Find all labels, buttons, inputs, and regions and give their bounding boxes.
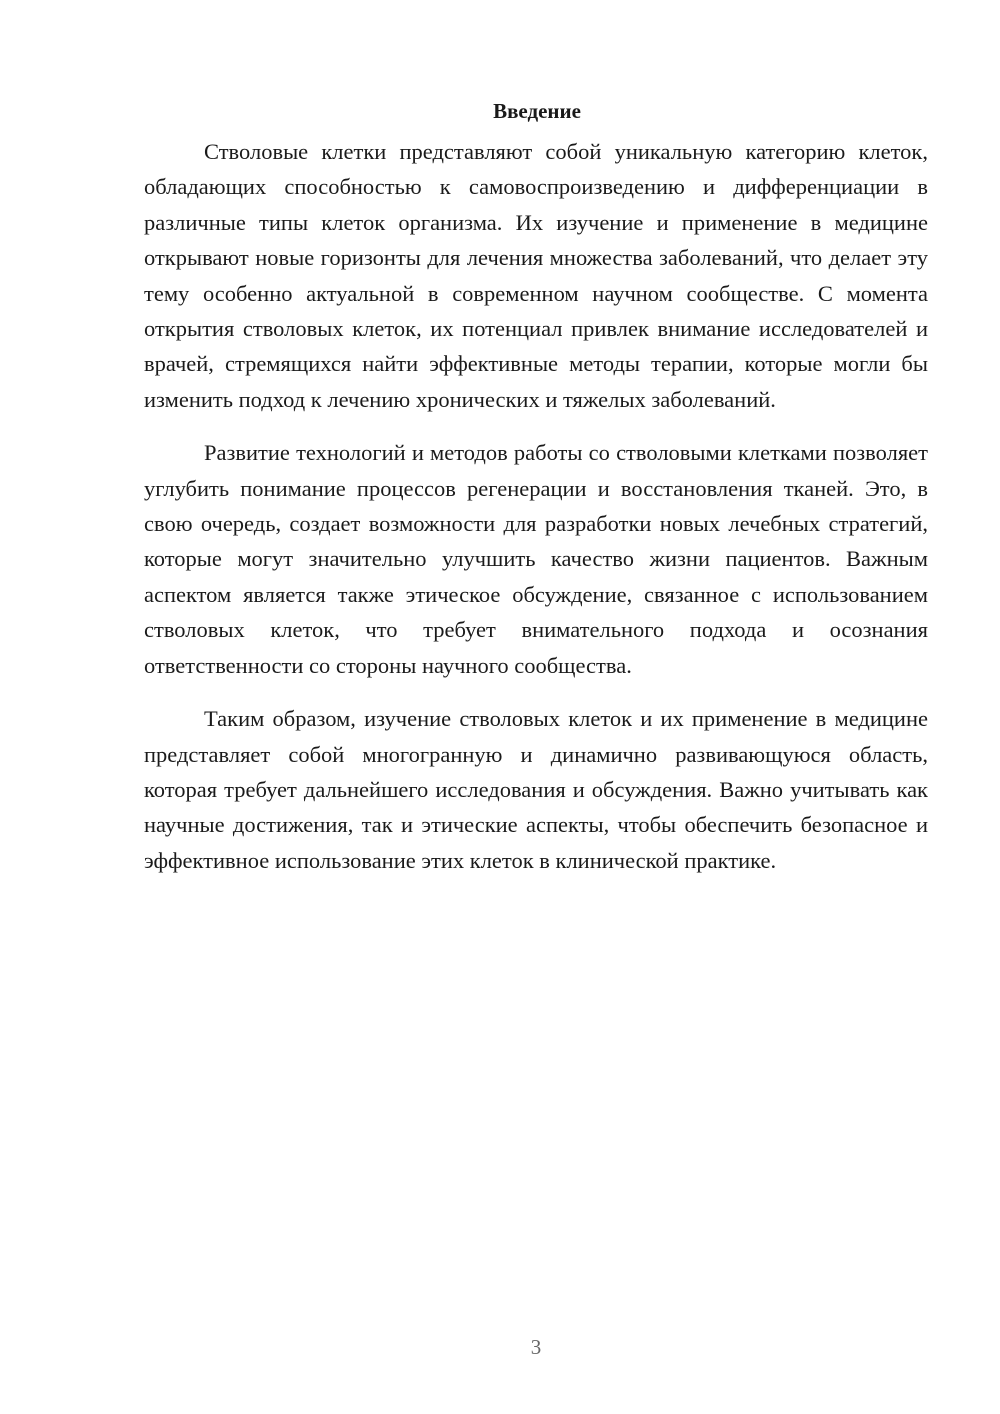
paragraph-1: Стволовые клетки представляют собой уникальную категорию клеток, обладающих способностью к самовоспроизведению и дифференциации в различные типы клеток организма. Их изучение и применение в медицине открывают новые горизонты для лечения множества заболеваний, что делает эту тему особенно актуальной в современном научном сообществе. С момента открытия стволовых клеток, их потенциал привлек внимание исследователей и врачей, стремящихся найти эффективные методы терапии, которые могли бы изменить подход к лечению хронических и тяжелых заболеваний. [144,139,928,412]
page-number: 3 [530,1335,542,1359]
section-title: Введение [493,99,581,123]
paragraph-2: Развитие технологий и методов работы со стволовыми клетками позволяет углубить понимание процессов регенерации и восстановления тканей. Это, в свою очередь, создает возможности для разработки новых лечебных стратегий, которые могут значительно улучшить качество жизни пациентов. Важным аспектом является также этическое обсуждение, связанное с использованием стволовых клеток, что требует внимательного подхода и осознания ответственности со стороны научного сообщества. [144,440,928,678]
page-content [144,96,928,878]
paragraph-3: Таким образом, изучение стволовых клеток и их применение в медицине представляет собой многогранную и динамично развивающуюся область, которая требует дальнейшего исследования и обсуждения. Важно учитывать как научные достижения, так и этические аспекты, чтобы обеспечить безопасное и эффективное использование этих клеток в клинической практике. [144,706,928,873]
